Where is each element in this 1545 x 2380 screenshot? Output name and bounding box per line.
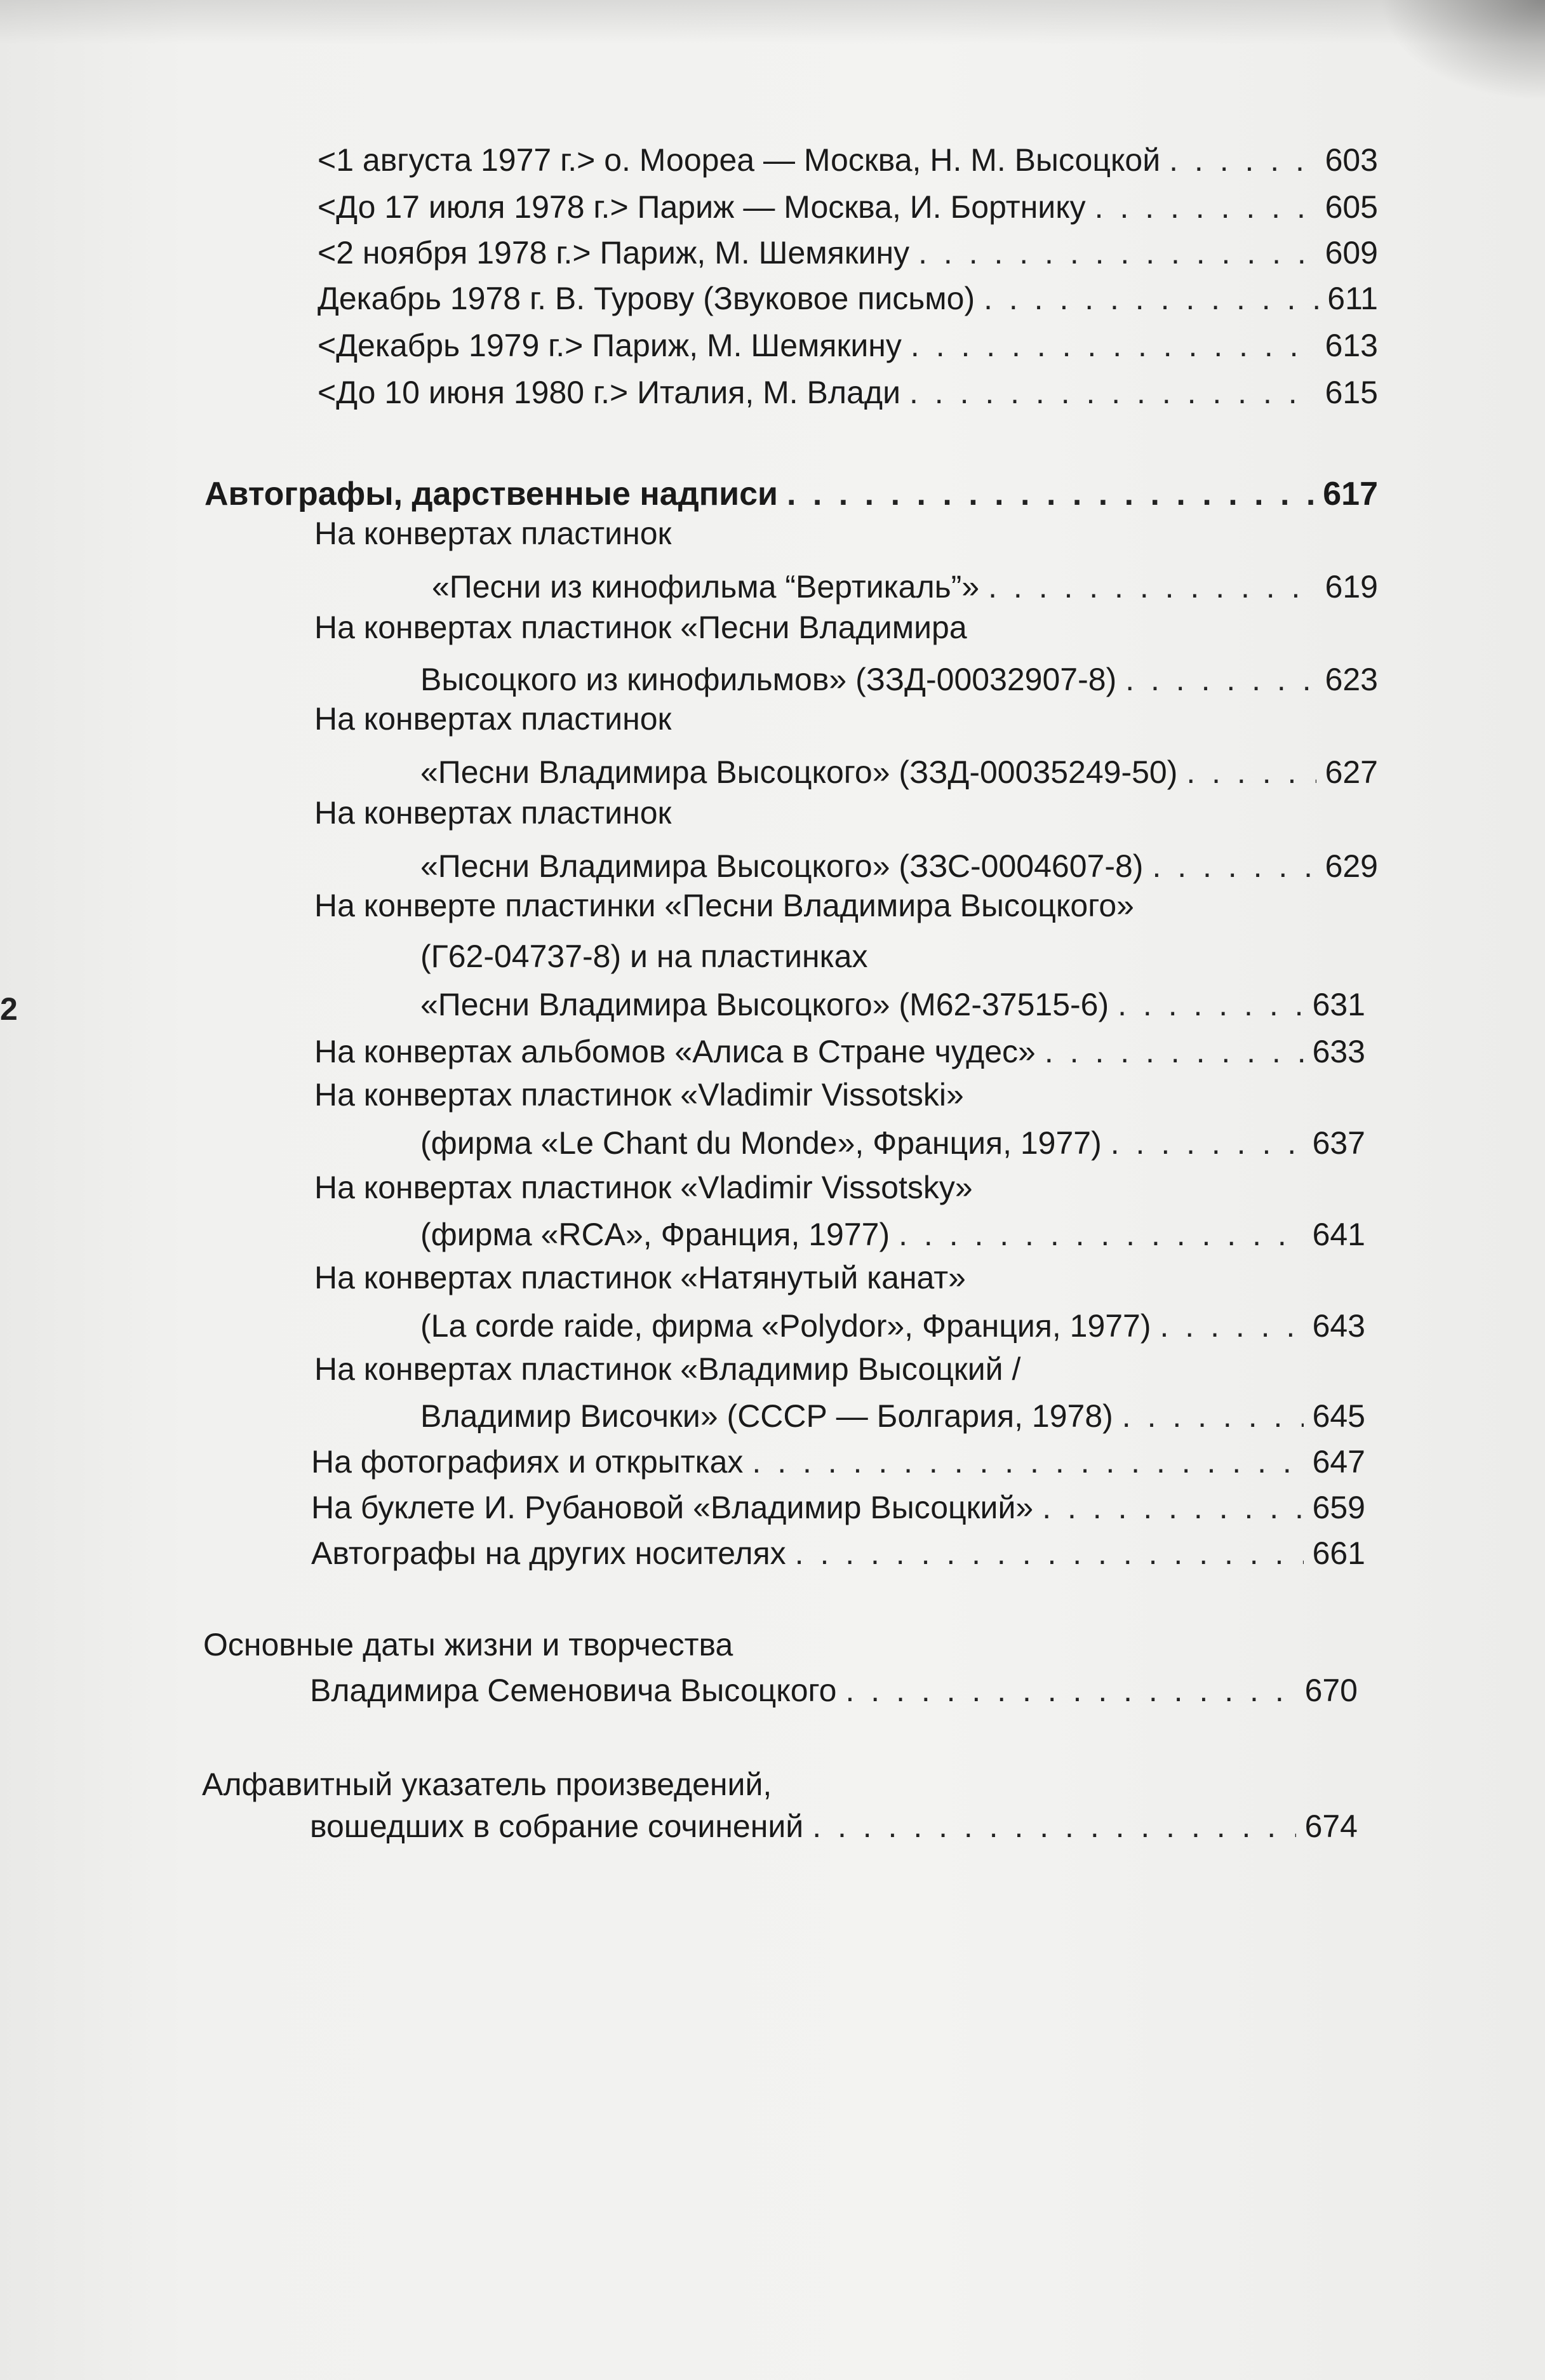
toc-entry-page: 637 — [1312, 1125, 1365, 1161]
leader-dots — [984, 279, 1318, 318]
toc-entry — [318, 234, 1378, 272]
toc-entry-page: 619 — [1325, 569, 1378, 605]
leader-dots — [899, 1215, 1303, 1254]
toc-entry-line: На конвертах пластинок «Песни Владимира — [314, 610, 967, 645]
toc-entry-page: 647 — [1312, 1444, 1365, 1480]
toc-entry-page: 629 — [1325, 848, 1378, 884]
toc-entry — [420, 986, 1365, 1024]
toc-entry-page: 609 — [1325, 235, 1378, 271]
toc-entry-title: Автографы на других носителях — [311, 1535, 786, 1571]
toc-entry-page: 603 — [1325, 142, 1378, 178]
toc-entry-page: 659 — [1312, 1490, 1365, 1525]
toc-entry-title: (La corde raide, фирма «Polydor», Франция, 1977) — [420, 1308, 1151, 1344]
leader-dots — [918, 234, 1316, 272]
leader-dots — [988, 568, 1316, 606]
leader-dots — [1095, 188, 1316, 226]
leader-dots — [1122, 1397, 1304, 1435]
toc-entry-title: «Песни Владимира Высоцкого» (М62-37515-6) — [420, 987, 1109, 1022]
toc-entry — [318, 141, 1378, 179]
toc-entry — [311, 1488, 1365, 1527]
leader-dots — [1186, 753, 1316, 791]
toc-entry-page: 611 — [1327, 281, 1378, 316]
leader-dots — [1045, 1033, 1304, 1071]
toc-entry — [318, 279, 1378, 318]
toc-entry-title: <Декабрь 1979 г.> Париж, М. Шемякину — [318, 328, 902, 363]
toc-entry-title: вошедших в собрание сочинений — [310, 1808, 804, 1844]
toc-entry-page: 623 — [1325, 662, 1378, 697]
leader-dots — [846, 1671, 1296, 1709]
toc-entry — [311, 1534, 1365, 1572]
toc-entry — [310, 1671, 1358, 1709]
toc-entry-title: «Песни Владимира Высоцкого» (ЗЗД-00035249-50) — [420, 754, 1178, 790]
side-page-number: 2 — [0, 991, 18, 1027]
leader-dots — [1169, 141, 1316, 179]
leader-dots — [795, 1534, 1304, 1572]
toc-entry — [420, 1215, 1365, 1254]
toc-entry-page: 670 — [1304, 1673, 1358, 1708]
toc-entry-title: <До 10 июня 1980 г.> Италия, М. Влади — [318, 375, 900, 410]
toc-entry — [420, 660, 1378, 699]
toc-entry-title: На фотографиях и открытках — [311, 1444, 744, 1480]
toc-entry — [420, 753, 1378, 791]
leader-dots — [1125, 660, 1316, 699]
toc-entry-title: (фирма «RCA», Франция, 1977) — [420, 1217, 890, 1252]
toc-entry-page: 661 — [1312, 1535, 1365, 1571]
leader-dots — [911, 326, 1316, 364]
toc-entry-title: Владимира Семеновича Высоцкого — [310, 1673, 837, 1708]
toc-entry-line: На конвертах пластинок — [314, 795, 672, 831]
toc-entry-title: Декабрь 1978 г. В. Турову (Звуковое письмо) — [318, 281, 975, 316]
toc-entry-page: 613 — [1325, 328, 1378, 363]
toc-entry-title: «Песни из кинофильма “Вертикаль”» — [432, 569, 980, 605]
leader-dots — [752, 1443, 1303, 1481]
toc-entry — [314, 1033, 1365, 1071]
leader-dots — [812, 1807, 1295, 1845]
toc-entry-page: 627 — [1325, 754, 1378, 790]
toc-entry — [311, 1443, 1365, 1481]
toc-entry — [432, 568, 1378, 606]
toc-entry-page: 643 — [1312, 1308, 1365, 1344]
toc-entry-line: На конвертах пластинок — [314, 701, 672, 737]
toc-entry-line: Основные даты жизни и творчества — [203, 1627, 733, 1662]
toc-entry-title: На конвертах альбомов «Алиса в Стране чудес» — [314, 1034, 1036, 1069]
toc-section-heading — [204, 475, 1378, 513]
toc-entry-title: (фирма «Le Chant du Monde», Франция, 1977) — [420, 1125, 1102, 1161]
leader-dots — [1152, 847, 1316, 885]
leader-dots — [909, 373, 1316, 411]
leader-dots — [1160, 1307, 1304, 1345]
toc-entry-line: На конвертах пластинок — [314, 516, 672, 551]
leader-dots — [1042, 1488, 1303, 1527]
toc-entry — [318, 326, 1378, 364]
toc-entry-page: 633 — [1312, 1034, 1365, 1069]
toc-entry — [318, 373, 1378, 411]
toc-entry — [318, 188, 1378, 226]
toc-entry-title: Владимир Височки» (СССР — Болгария, 1978) — [420, 1398, 1113, 1434]
toc-entry-page: 645 — [1312, 1398, 1365, 1434]
toc-entry-title: <2 ноября 1978 г.> Париж, М. Шемякину — [318, 235, 910, 271]
toc-entry-line: Алфавитный указатель произведений, — [202, 1767, 772, 1802]
section-page: 617 — [1323, 476, 1378, 512]
toc-entry-line: На конвертах пластинок «Натянутый канат» — [314, 1260, 966, 1295]
toc-entry-line: На конвертах пластинок «Vladimir Vissotsky» — [314, 1170, 973, 1205]
toc-entry-page: 605 — [1325, 189, 1378, 225]
toc-entry-line: (Г62-04737-8) и на пластинках — [420, 939, 868, 974]
toc-entry-title: На буклете И. Рубановой «Владимир Высоцкий» — [311, 1490, 1034, 1525]
toc-entry-title: Высоцкого из кинофильмов» (ЗЗД-00032907-8) — [420, 662, 1117, 697]
page-top-shadow — [0, 0, 1545, 44]
leader-dots — [1111, 1124, 1304, 1162]
section-title: Автографы, дарственные надписи — [204, 476, 778, 512]
toc-entry-page: 674 — [1304, 1808, 1358, 1844]
toc-entry — [420, 1124, 1365, 1162]
toc-entry-title: <До 17 июля 1978 г.> Париж — Москва, И. Бортнику — [318, 189, 1086, 225]
toc-entry — [420, 847, 1378, 885]
leader-dots — [1118, 986, 1303, 1024]
toc-entry-title: <1 августа 1977 г.> о. Моореа — Москва, Н. М. Высоцкой — [318, 142, 1161, 178]
toc-entry-title: «Песни Владимира Высоцкого» (ЗЗС-0004607-8) — [420, 848, 1144, 884]
toc-entry-line: На конвертах пластинок «Владимир Высоцкий / — [314, 1351, 1021, 1387]
toc-entry-line: На конверте пластинки «Песни Владимира Высоцкого» — [314, 888, 1134, 923]
toc-entry-line: На конвертах пластинок «Vladimir Vissotski» — [314, 1077, 964, 1113]
toc-entry-page: 631 — [1312, 987, 1365, 1022]
toc-entry — [420, 1307, 1365, 1345]
toc-entry-page: 641 — [1312, 1217, 1365, 1252]
toc-entry — [420, 1397, 1365, 1435]
toc-entry-page: 615 — [1325, 375, 1378, 410]
leader-dots — [787, 475, 1314, 513]
toc-entry — [310, 1807, 1358, 1845]
page-corner-shadow — [1380, 0, 1545, 102]
